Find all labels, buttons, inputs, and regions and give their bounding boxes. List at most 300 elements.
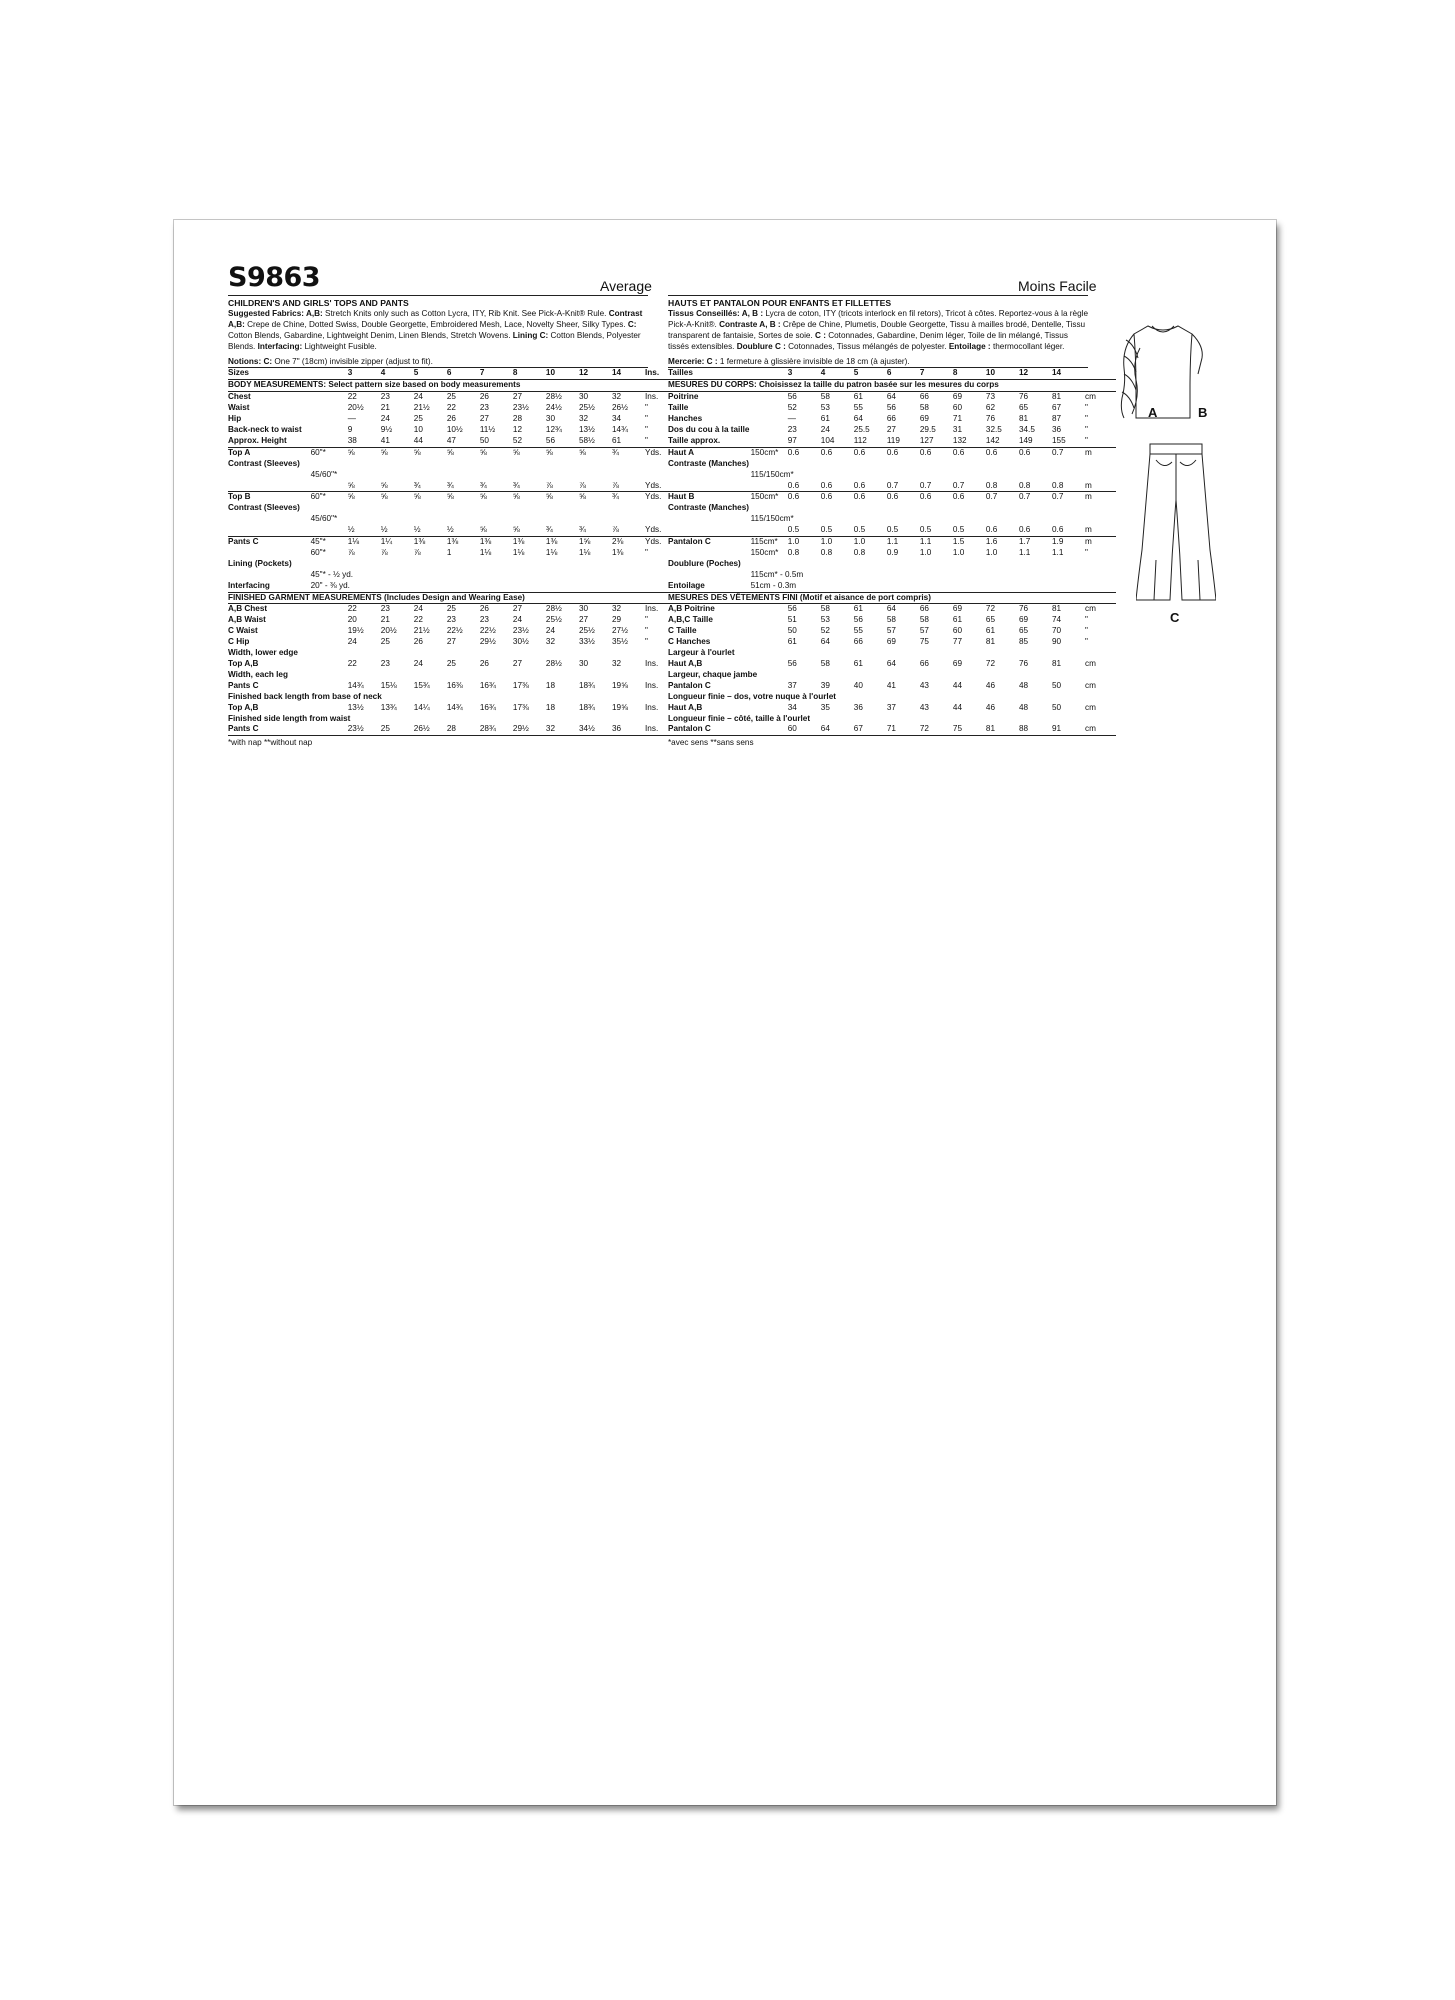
yardage-row	[228, 492, 676, 503]
value-cell	[513, 692, 546, 703]
value-cell: 24	[820, 424, 830, 434]
table-row	[668, 436, 1116, 447]
title-en: CHILDREN'S AND GIRLS' TOPS AND PANTS	[228, 298, 409, 308]
value-cell: 23	[380, 604, 390, 614]
section-title: MESURES DES VÊTEMENTS FINI (Motif et aisance de port compris)	[668, 592, 1116, 604]
value-cell	[381, 648, 414, 659]
value-cell: 36	[612, 724, 645, 735]
fabric-label: Tissus Conseillés: A, B :	[668, 308, 764, 318]
size-cell: 14	[612, 368, 645, 379]
value-cell: 67	[1051, 403, 1062, 413]
notions-label: Mercerie: C :	[668, 356, 718, 366]
value-cell: 30	[578, 659, 589, 668]
value-cell: 25½	[545, 615, 562, 625]
value-cell: 26	[479, 392, 489, 402]
unit-cell: Ins.	[645, 680, 659, 690]
size-cell: 6	[447, 368, 480, 379]
value-cell	[579, 648, 612, 659]
value-cell: 48	[1018, 680, 1029, 690]
value-cell: 34	[611, 414, 622, 424]
yardage-row	[228, 459, 676, 470]
value-cell: 18	[545, 680, 556, 690]
yardage-row	[228, 570, 676, 581]
value-cell: 20½	[347, 403, 364, 413]
yardage-row	[228, 548, 676, 559]
unit-cell: Ins.	[645, 604, 659, 614]
value-cell	[480, 692, 513, 703]
value-cell: 1.0	[952, 547, 965, 557]
value-cell	[447, 570, 480, 581]
value-cell	[348, 503, 381, 514]
value-cell: 81	[1051, 392, 1062, 402]
value-cell	[920, 648, 953, 659]
row-label: Finished back length from base of neck	[228, 691, 382, 701]
row-label	[668, 548, 751, 559]
table-row	[668, 615, 1116, 626]
value-cell: 127	[919, 435, 934, 445]
value-cell	[887, 581, 920, 592]
value-cell	[920, 514, 953, 525]
table-row	[668, 626, 1116, 637]
value-cell: 29.5	[919, 424, 936, 434]
value-cell: 17⅜	[512, 702, 529, 712]
width-cell: 51cm - 0.3m	[750, 580, 797, 590]
value-cell: 50	[1051, 702, 1062, 712]
size-cell: 8	[513, 368, 546, 379]
row-label: A,B Poitrine	[668, 604, 715, 614]
size-cell: 6	[887, 368, 920, 379]
value-cell: 0.6	[854, 492, 887, 503]
value-cell	[887, 670, 920, 681]
yardage-row	[228, 503, 676, 514]
table-row	[668, 604, 1116, 615]
sizes-label: Sizes	[228, 368, 311, 379]
unit-cell: cm	[1085, 604, 1096, 614]
value-cell	[953, 648, 986, 659]
unit-cell: "	[645, 637, 648, 647]
value-cell: 14¼	[413, 702, 430, 712]
value-cell: 60	[788, 724, 821, 735]
value-cell: 1.7	[1019, 537, 1052, 548]
value-cell: 23½	[512, 626, 529, 636]
value-cell: ⅝	[546, 447, 579, 458]
fabrics-en	[228, 309, 648, 353]
fabric-text: Cotonnades, Gabardine, Denim léger, Toile de lin mélangé, Tissus tissés extensibles.	[668, 330, 1068, 351]
value-cell	[381, 514, 414, 525]
value-cell	[348, 714, 381, 725]
english-column	[228, 298, 662, 749]
value-cell	[513, 670, 546, 681]
value-cell	[579, 503, 612, 514]
value-cell: 64	[886, 659, 896, 668]
value-cell: 0.7	[952, 480, 965, 490]
value-cell	[821, 648, 854, 659]
value-cell	[579, 470, 612, 481]
row-label: Taille	[668, 403, 689, 413]
value-cell: 22	[413, 615, 423, 625]
value-cell: 81	[1051, 659, 1062, 668]
value-cell	[854, 648, 887, 659]
value-cell: 73	[985, 392, 996, 402]
table-row	[228, 692, 676, 703]
value-cell: 28½	[545, 392, 562, 402]
value-cell	[854, 670, 887, 681]
value-cell	[953, 670, 986, 681]
section-title: MESURES DU CORPS: Choisissez la taille du patron basée sur les mesures du corps	[668, 380, 1116, 392]
value-cell: ⅞	[578, 480, 586, 490]
value-cell	[612, 503, 645, 514]
body-measurements-title	[228, 380, 676, 392]
value-cell: 74	[1051, 615, 1062, 625]
row-label: Back-neck to waist	[228, 424, 302, 434]
value-cell: 47	[446, 435, 456, 445]
value-cell	[447, 581, 480, 592]
value-cell: 19⅝	[611, 680, 628, 690]
value-cell	[546, 503, 579, 514]
value-cell: ⅝	[381, 492, 414, 503]
value-cell: 32.5	[985, 424, 1002, 434]
value-cell	[513, 470, 546, 481]
value-cell: 76	[1018, 604, 1029, 614]
unit-cell: "	[645, 414, 648, 424]
value-cell: ⅝	[380, 480, 388, 490]
unit-cell: m	[1085, 492, 1116, 503]
value-cell	[480, 559, 513, 570]
value-cell	[1052, 570, 1085, 581]
value-cell: 1¼	[381, 537, 414, 548]
value-cell	[887, 559, 920, 570]
fabric-label: C:	[627, 319, 637, 329]
value-cell: 67	[854, 724, 887, 735]
row-label: Poitrine	[668, 392, 699, 402]
value-cell	[821, 714, 854, 725]
value-cell	[920, 503, 953, 514]
value-cell: 52	[820, 626, 830, 636]
size-cell: 4	[381, 368, 414, 379]
value-cell: 27	[578, 615, 589, 625]
value-cell: 66	[919, 659, 929, 668]
unit-cell	[1085, 368, 1116, 379]
value-cell: ⅝	[579, 492, 612, 503]
table-row	[668, 692, 1116, 703]
value-cell: 24	[380, 414, 390, 424]
table-row	[228, 414, 676, 425]
width-cell: 150cm*	[751, 492, 788, 503]
value-cell	[447, 470, 480, 481]
yardage-row	[228, 470, 676, 481]
value-cell: 24	[413, 604, 423, 614]
value-cell: 0.7	[1019, 492, 1052, 503]
unit-cell: "	[1085, 403, 1088, 413]
value-cell	[1052, 581, 1085, 592]
row-label: Contraste (Manches)	[668, 503, 749, 513]
unit-cell: m	[1085, 447, 1116, 458]
value-cell	[447, 670, 480, 681]
value-cell	[414, 570, 447, 581]
value-cell	[1052, 459, 1085, 470]
yardage-row	[668, 570, 1116, 581]
value-cell: ⅝	[414, 447, 447, 458]
value-cell: ¾	[446, 480, 454, 490]
row-label: Top A,B	[228, 702, 259, 712]
unit-cell: "	[1085, 626, 1088, 636]
unit-cell: Yds.	[645, 537, 676, 548]
value-cell: 72	[985, 604, 996, 614]
unit-cell	[1085, 570, 1116, 581]
value-cell: —	[787, 414, 796, 424]
header-rule-fr	[668, 295, 1088, 296]
width-cell: 60"*	[311, 492, 348, 503]
value-cell	[788, 503, 821, 514]
value-cell: 43	[919, 702, 929, 712]
value-cell	[854, 714, 887, 725]
value-cell: 41	[380, 435, 390, 445]
row-label: Haut A,B	[668, 659, 703, 668]
value-cell: 26½	[611, 403, 628, 413]
value-cell	[447, 692, 480, 703]
row-label	[228, 570, 311, 581]
value-cell: 23½	[348, 724, 381, 735]
value-cell: 13½	[347, 702, 364, 712]
table-row	[228, 714, 676, 725]
table-row	[668, 670, 1116, 681]
value-cell: 132	[952, 435, 967, 445]
value-cell: 27	[512, 604, 522, 614]
value-cell: 51	[787, 615, 797, 625]
row-label	[668, 514, 751, 525]
value-cell	[381, 570, 414, 581]
pattern-code: S9863	[228, 262, 321, 293]
value-cell: 22	[446, 403, 456, 413]
value-cell	[612, 648, 645, 659]
row-label: Contraste (Manches)	[668, 458, 749, 468]
value-cell: 66	[919, 392, 929, 402]
table-row	[228, 604, 676, 615]
table-row	[668, 648, 1116, 659]
value-cell	[414, 514, 447, 525]
value-cell: 0.6	[887, 447, 920, 458]
size-cell: 3	[348, 368, 381, 379]
value-cell	[986, 692, 1019, 703]
size-cell: 5	[414, 368, 447, 379]
width-cell	[311, 559, 348, 570]
value-cell	[513, 648, 546, 659]
value-cell: 19⅝	[611, 702, 628, 712]
fabric-label: Lining C:	[512, 330, 549, 340]
value-cell: ⅞	[545, 480, 553, 490]
unit-cell: m	[1085, 480, 1092, 490]
value-cell: ⅝	[480, 447, 513, 458]
fabric-label: C :	[815, 330, 826, 340]
value-cell: 61	[853, 659, 863, 668]
value-cell: 34½	[579, 724, 612, 735]
yardage-row	[228, 537, 676, 548]
value-cell	[986, 648, 1019, 659]
value-cell	[579, 570, 612, 581]
value-cell: 37	[886, 702, 896, 712]
row-label	[228, 514, 311, 525]
value-cell	[986, 714, 1019, 725]
value-cell: ⅞	[611, 525, 619, 535]
value-cell: ½	[413, 525, 421, 535]
size-cell: 5	[854, 368, 887, 379]
value-cell: 58	[886, 615, 896, 625]
value-cell: 88	[1019, 724, 1052, 735]
value-cell: 34	[787, 702, 797, 712]
value-cell: 64	[886, 392, 896, 402]
value-cell	[854, 559, 887, 570]
fabric-label: Contrast A,B:	[228, 308, 643, 329]
row-label: C Taille	[668, 626, 697, 636]
row-label: Pantalon C	[668, 537, 751, 548]
table-row	[228, 724, 676, 735]
value-cell	[612, 670, 645, 681]
value-cell	[414, 648, 447, 659]
unit-cell: cm	[1085, 392, 1096, 402]
notions-text: One 7" (18cm) invisible zipper (adjust to fit).	[272, 356, 433, 366]
label-b: B	[1198, 405, 1208, 420]
value-cell: 70	[1051, 626, 1062, 636]
value-cell: ⅞	[413, 547, 421, 557]
value-cell	[381, 692, 414, 703]
value-cell	[546, 648, 579, 659]
width-cell	[751, 525, 788, 536]
row-label	[228, 525, 311, 536]
value-cell	[953, 692, 986, 703]
value-cell	[1052, 559, 1085, 570]
value-cell: ⅞	[611, 480, 619, 490]
value-cell: 18	[545, 702, 556, 712]
size-cell: 12	[1019, 368, 1052, 379]
value-cell: 61	[787, 637, 797, 647]
value-cell: 25.5	[853, 424, 870, 434]
value-cell	[920, 581, 953, 592]
value-cell: 0.6	[787, 480, 800, 490]
value-cell: 24	[347, 637, 357, 647]
unit-cell: cm	[1085, 724, 1116, 735]
unit-cell: "	[1085, 637, 1088, 647]
value-cell	[1019, 648, 1052, 659]
value-cell: 77	[952, 637, 962, 647]
value-cell: —	[347, 414, 356, 424]
value-cell: 30	[578, 392, 589, 402]
yardage-row	[668, 525, 1116, 536]
width-cell	[311, 481, 348, 492]
value-cell: 22	[347, 392, 357, 402]
value-cell: 44	[952, 702, 962, 712]
value-cell: 1.0	[821, 537, 854, 548]
value-cell	[480, 581, 513, 592]
value-cell: 28	[447, 724, 480, 735]
value-cell: 53	[820, 403, 830, 413]
size-cell: 4	[821, 368, 854, 379]
value-cell: 25	[446, 392, 456, 402]
value-cell: 1.9	[1052, 537, 1085, 548]
value-cell	[986, 514, 1019, 525]
value-cell	[1019, 503, 1052, 514]
unit-cell	[1085, 670, 1116, 681]
value-cell	[381, 559, 414, 570]
value-cell: 56	[787, 604, 797, 614]
value-cell	[788, 648, 821, 659]
value-cell	[348, 459, 381, 470]
value-cell: 2⅜	[612, 537, 645, 548]
value-cell: 1⅜	[611, 547, 624, 557]
value-cell: 28½	[545, 604, 562, 614]
table-row	[228, 703, 676, 714]
value-cell: 9	[347, 424, 353, 434]
value-cell: 23	[479, 403, 489, 413]
value-cell: 62	[985, 403, 996, 413]
value-cell	[1019, 470, 1052, 481]
value-cell: 0.6	[821, 492, 854, 503]
value-cell	[986, 503, 1019, 514]
value-cell: 0.5	[952, 525, 965, 535]
value-cell: 27½	[611, 626, 628, 636]
value-cell	[1019, 459, 1052, 470]
value-cell: 64	[853, 414, 863, 424]
value-cell: 29	[611, 615, 622, 625]
yardage-row	[668, 581, 1116, 592]
value-cell: 0.8	[787, 547, 800, 557]
value-cell: ¾	[479, 480, 487, 490]
row-label: Top A	[228, 447, 311, 458]
value-cell: ⅝	[348, 447, 381, 458]
value-cell: 1⅜	[447, 537, 480, 548]
value-cell	[546, 559, 579, 570]
value-cell: 10	[413, 424, 423, 434]
value-cell	[821, 581, 854, 592]
value-cell: 0.7	[886, 480, 899, 490]
value-cell	[1019, 581, 1052, 592]
value-cell: 53	[820, 615, 830, 625]
value-cell: ⅝	[447, 492, 480, 503]
width-cell	[751, 559, 788, 570]
table-row	[228, 681, 676, 692]
width-cell: 45/60"*	[310, 514, 338, 524]
value-cell: 81	[985, 637, 996, 647]
unit-cell: cm	[1085, 702, 1096, 712]
value-cell: 60	[952, 626, 962, 636]
value-cell: 22½	[479, 626, 496, 636]
body-measurements-title	[668, 380, 1116, 392]
value-cell: 69	[952, 659, 962, 668]
value-cell: ¾	[578, 525, 586, 535]
value-cell	[447, 714, 480, 725]
value-cell: 32	[611, 604, 622, 614]
fabric-text: Crepe de Chine, Dotted Swiss, Double Georgette, Embroidered Mesh, Lace, Novelty Sheer, Silky Types.	[244, 319, 626, 329]
value-cell: 69	[919, 414, 929, 424]
fabric-text: Stretch Knits only such as Cotton Lycra, ITY, Rib Knit. See Pick-A-Knit® Rule.	[322, 308, 607, 318]
value-cell: 27	[446, 637, 456, 647]
value-cell: 24½	[545, 403, 562, 413]
value-cell: 10½	[446, 424, 463, 434]
value-cell	[414, 459, 447, 470]
value-cell	[986, 470, 1019, 481]
value-cell: 58	[820, 604, 830, 614]
value-cell: 71	[887, 724, 920, 735]
row-label: Haut B	[668, 492, 751, 503]
width-cell: 115/150cm*	[750, 514, 794, 524]
value-cell: 66	[886, 414, 896, 424]
value-cell: 65	[1018, 626, 1029, 636]
width-cell: 20" - ⅜ yd.	[310, 580, 350, 590]
spacer	[311, 368, 348, 379]
value-cell: 43	[919, 680, 929, 690]
width-cell	[311, 503, 348, 514]
value-cell: 15⅛	[380, 680, 397, 690]
fabric-text: Cotton Blends, Polyester Blends.	[228, 330, 641, 351]
